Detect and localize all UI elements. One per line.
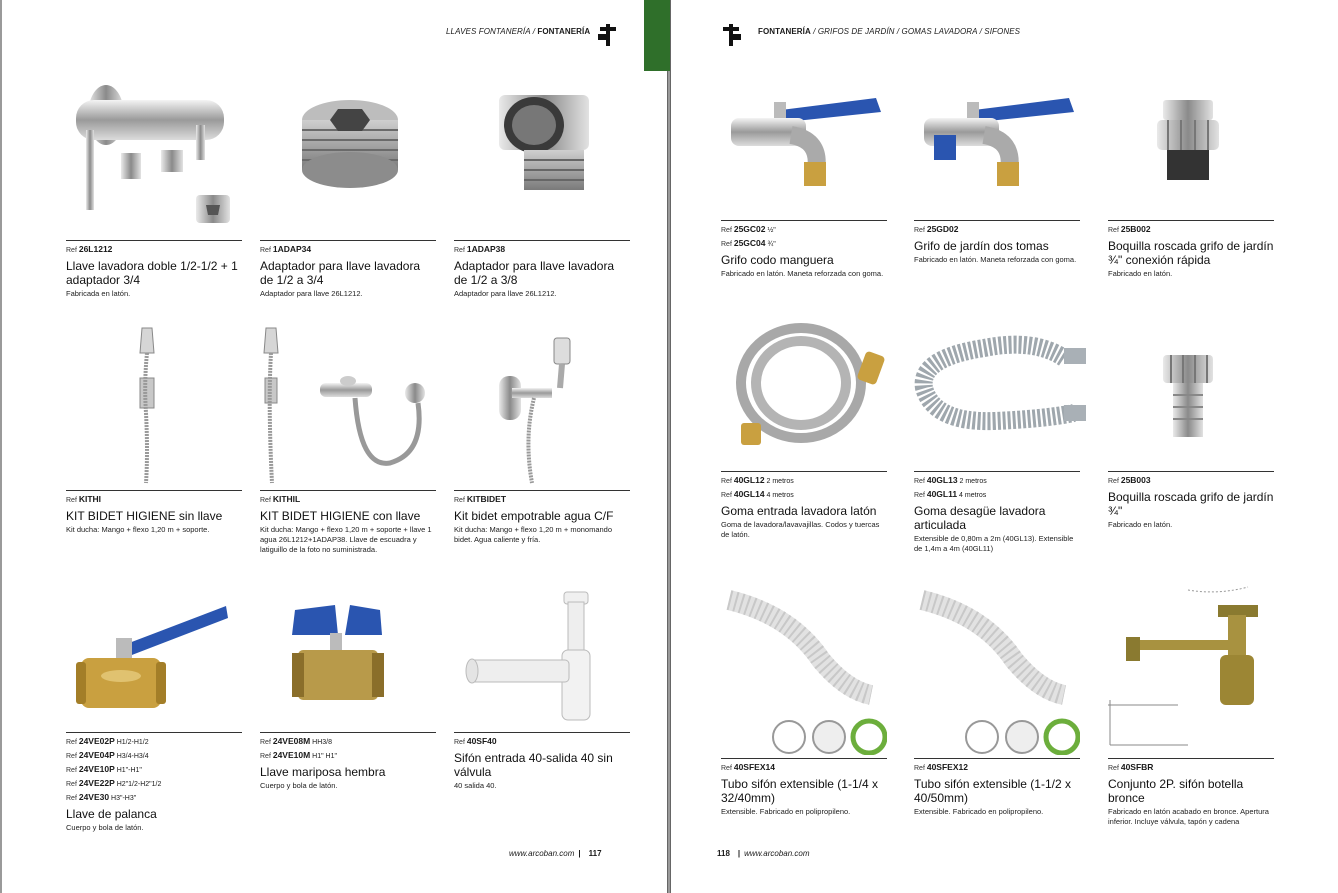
ref-code: 24VE10P <box>78 764 115 774</box>
two-outlet-garden-tap-image <box>919 80 1079 190</box>
product-title: Grifo de jardín dos tomas <box>914 239 1049 253</box>
product-divider <box>66 732 242 733</box>
ref-code: 40GL12 <box>733 475 765 485</box>
header-section: FONTANERÍA <box>537 27 591 36</box>
ref-code: 24VE02P <box>78 736 115 746</box>
ref-label: Ref <box>721 478 734 485</box>
ref-size: H1"-H1" <box>114 767 142 774</box>
product-description: Fabricado en latón acabado en bronce. Apertura inferior. Incluye válvula, tapón y cadena <box>1108 807 1269 826</box>
header-category: LLAVES FONTANERÍA / <box>446 27 538 36</box>
product-title: KIT BIDET HIGIENE con llave <box>260 509 421 523</box>
ref-code: 25B002 <box>1120 224 1151 234</box>
product-description: Fabricado en latón. <box>1108 269 1173 278</box>
product-card[interactable] <box>721 318 887 568</box>
product-title: Goma desagüe lavadora articulada <box>914 504 1046 532</box>
footer-separator: | <box>737 849 741 858</box>
product-info <box>721 761 887 817</box>
product-ref <box>1108 223 1274 237</box>
product-card[interactable] <box>66 318 242 578</box>
product-divider <box>454 490 630 491</box>
ref-label: Ref <box>66 795 79 802</box>
product-title: Adaptador para llave lavadora de 1/2 a 3/4 <box>260 259 421 287</box>
ref-size: H1/2-H1/2 <box>114 739 149 746</box>
product-card[interactable] <box>914 585 1080 845</box>
product-ref <box>260 493 436 507</box>
product-ref <box>454 735 630 749</box>
product-card[interactable] <box>721 585 887 845</box>
product-description: Kit ducha: Mango + flexo 1,20 m + monomando bidet. Agua caliente y fría. <box>454 525 613 544</box>
product-ref <box>66 777 242 791</box>
product-title: Kit bidet empotrable agua C/F <box>454 509 614 523</box>
ref-size: ½" <box>765 227 776 234</box>
product-divider <box>260 732 436 733</box>
double-washer-valve-image <box>66 75 242 235</box>
product-card[interactable] <box>66 590 242 840</box>
product-title: Boquilla roscada grifo de jardín ¾" conexión rápida <box>1108 239 1274 267</box>
faucet-logo-icon <box>598 24 618 46</box>
product-ref <box>66 763 242 777</box>
product-description: Goma de lavadora/lavavajillas. Codos y tuercas de latón. <box>721 520 880 539</box>
product-info <box>260 493 436 555</box>
ref-code: 24VE04P <box>78 750 115 760</box>
ref-label: Ref <box>914 765 927 772</box>
ref-label: Ref <box>721 492 734 499</box>
product-ref <box>914 761 1080 775</box>
ref-size: H3/4-H3/4 <box>114 753 149 760</box>
website-link[interactable]: www.arcoban.com <box>744 849 810 858</box>
product-divider <box>260 490 436 491</box>
product-info <box>454 493 630 545</box>
ref-label: Ref <box>1108 227 1121 234</box>
adapter-34-image <box>300 95 400 190</box>
product-title: Llave lavadora doble 1/2-1/2 + 1 adaptador 3/4 <box>66 259 238 287</box>
product-ref <box>260 735 436 749</box>
product-description: Kit ducha: Mango + flexo 1,20 m + soporte + llave 1 agua 26L1212+1ADAP38. Llave de escuadra y latiguillo de la foto no suministrada. <box>260 525 432 554</box>
ref-label: Ref <box>1108 478 1121 485</box>
built-in-bidet-kit-image <box>494 328 614 488</box>
ref-label: Ref <box>66 781 79 788</box>
product-card[interactable] <box>260 70 436 310</box>
product-description: Extensible. Fabricado en polipropileno. <box>914 807 1044 816</box>
product-info <box>66 243 242 299</box>
bronze-bottle-siphon-image <box>1108 585 1274 755</box>
ref-code: 40GL14 <box>733 489 765 499</box>
product-info <box>1108 223 1274 279</box>
right-page-footer <box>713 849 810 858</box>
product-info <box>260 735 436 791</box>
ref-label: Ref <box>721 241 734 248</box>
product-card[interactable] <box>454 70 630 310</box>
product-ref <box>66 791 242 805</box>
product-card[interactable] <box>721 75 887 315</box>
ref-label: Ref <box>454 497 467 504</box>
product-divider <box>454 732 630 733</box>
ref-size: ¾" <box>765 241 776 248</box>
product-info <box>66 735 242 833</box>
product-ref <box>454 243 630 257</box>
ref-label: Ref <box>260 753 273 760</box>
product-ref <box>721 223 887 237</box>
product-divider <box>260 240 436 241</box>
ref-size: 2 metros <box>957 478 987 485</box>
product-divider <box>914 220 1080 221</box>
product-description: Cuerpo y bola de latón. <box>66 823 144 832</box>
ref-code: 40GL13 <box>926 475 958 485</box>
ref-label: Ref <box>66 753 79 760</box>
website-link[interactable]: www.arcoban.com <box>509 849 575 858</box>
product-description: Extensible. Fabricado en polipropileno. <box>721 807 851 816</box>
product-ref <box>66 735 242 749</box>
product-description: Fabricado en latón. Maneta reforzada con goma. <box>914 255 1077 264</box>
product-card[interactable] <box>914 318 1080 568</box>
product-ref <box>1108 474 1274 488</box>
ref-size: H1" H1" <box>310 753 337 760</box>
product-ref <box>914 488 1080 502</box>
ref-label: Ref <box>260 497 273 504</box>
ref-code: 25GD02 <box>926 224 959 234</box>
product-title: Boquilla roscada grifo de jardín ¾" <box>1108 490 1274 518</box>
product-card[interactable] <box>260 590 436 840</box>
product-info <box>454 735 630 791</box>
product-ref <box>721 488 887 502</box>
page-number: 118 <box>717 849 730 858</box>
drain-hose-image <box>914 333 1090 443</box>
bidet-kit-with-valve-image <box>260 323 436 488</box>
product-description: Adaptador para llave 26L1212. <box>454 289 557 298</box>
product-card[interactable] <box>914 75 1080 315</box>
product-title: Llave mariposa hembra <box>260 765 386 779</box>
product-ref <box>66 493 242 507</box>
ref-label: Ref <box>721 765 734 772</box>
product-title: Tubo sifón extensible (1-1/4 x 32/40mm) <box>721 777 878 805</box>
product-title: Llave de palanca <box>66 807 157 821</box>
ref-code: 40SFBR <box>1120 762 1154 772</box>
product-ref <box>454 493 630 507</box>
product-title: Grifo codo manguera <box>721 253 834 267</box>
washer-inlet-hose-image <box>731 318 891 458</box>
faucet-logo-icon <box>721 24 741 46</box>
ref-label: Ref <box>721 227 734 234</box>
page-number: 117 <box>588 849 602 858</box>
left-catalog-page <box>2 0 668 893</box>
product-divider <box>721 471 887 472</box>
ref-size: 4 metros <box>957 492 987 499</box>
ref-size: H2"1/2-H2"1/2 <box>114 781 162 788</box>
product-divider <box>721 758 887 759</box>
product-title: KIT BIDET HIGIENE sin llave <box>66 509 223 523</box>
ref-size: H3"-H3" <box>109 795 137 802</box>
siphon-image <box>464 590 624 725</box>
ref-size: 4 metros <box>764 492 794 499</box>
ref-label: Ref <box>1108 765 1121 772</box>
product-title: Tubo sifón extensible (1-1/2 x 40/50mm) <box>914 777 1071 805</box>
ref-size: HH3/8 <box>310 739 332 746</box>
ref-code: 1ADAP38 <box>466 244 506 254</box>
product-ref <box>914 223 1080 237</box>
ref-code: 25GC04 <box>733 238 766 248</box>
product-divider <box>454 240 630 241</box>
product-title: Goma entrada lavadora latón <box>721 504 877 518</box>
right-page-header <box>758 27 1020 36</box>
ref-code: 1ADAP34 <box>272 244 312 254</box>
butterfly-valve-image <box>290 605 410 705</box>
product-description: 40 salida 40. <box>454 781 497 790</box>
ref-label: Ref <box>260 739 273 746</box>
product-card[interactable] <box>454 590 630 840</box>
product-card[interactable] <box>66 70 242 310</box>
product-description: Fabricado en latón. <box>1108 520 1173 529</box>
product-divider <box>1108 220 1274 221</box>
product-description: Cuerpo y bola de latón. <box>260 781 338 790</box>
ref-label: Ref <box>66 767 79 774</box>
ref-label: Ref <box>454 247 467 254</box>
product-card[interactable] <box>1108 75 1274 315</box>
adapter-38-image <box>494 90 594 200</box>
product-card[interactable] <box>1108 318 1274 568</box>
lever-ball-valve-image <box>76 598 236 718</box>
product-divider <box>66 490 242 491</box>
product-info <box>1108 761 1274 827</box>
product-ref <box>1108 761 1274 775</box>
product-ref <box>721 761 887 775</box>
product-info <box>914 223 1080 265</box>
product-info <box>66 493 242 535</box>
ref-code: 40SFEX14 <box>733 762 775 772</box>
garden-tap-elbow-image <box>726 80 886 190</box>
product-info <box>260 243 436 299</box>
product-card[interactable] <box>260 318 436 578</box>
ref-code: 24VE30 <box>78 792 110 802</box>
product-info <box>721 474 887 540</box>
product-ref <box>260 749 436 763</box>
product-card[interactable] <box>1108 585 1274 845</box>
product-divider <box>914 758 1080 759</box>
left-page-header <box>446 27 590 36</box>
product-ref <box>721 474 887 488</box>
ref-code: 40SFEX12 <box>926 762 968 772</box>
product-ref <box>914 474 1080 488</box>
product-info <box>454 243 630 299</box>
ref-label: Ref <box>914 492 927 499</box>
ref-label: Ref <box>66 247 79 254</box>
product-description: Extensible de 0,80m a 2m (40GL13). Extensible de 1,4m a 4m (40GL11) <box>914 534 1074 553</box>
ref-code: 25B003 <box>1120 475 1151 485</box>
extensible-siphon-tube-image <box>914 585 1080 755</box>
product-divider <box>1108 471 1274 472</box>
ref-label: Ref <box>260 247 273 254</box>
quick-connector-image <box>1153 95 1223 185</box>
header-section: FONTANERÍA <box>758 27 811 36</box>
ref-label: Ref <box>66 739 79 746</box>
left-page-footer <box>509 849 606 858</box>
ref-code: KITHI <box>78 494 102 504</box>
product-title: Sifón entrada 40-salida 40 sin válvula <box>454 751 613 779</box>
product-ref <box>721 237 887 251</box>
product-ref <box>66 243 242 257</box>
product-title: Conjunto 2P. sifón botella bronce <box>1108 777 1244 805</box>
product-info <box>914 761 1080 817</box>
ref-code: 25GC02 <box>733 224 766 234</box>
extensible-siphon-tube-image <box>721 585 887 755</box>
product-description: Fabricada en latón. <box>66 289 131 298</box>
product-info <box>914 474 1080 554</box>
product-description: Adaptador para llave 26L1212. <box>260 289 363 298</box>
ref-code: KITHIL <box>272 494 301 504</box>
ref-label: Ref <box>914 227 927 234</box>
ref-code: 40GL11 <box>926 489 958 499</box>
product-info <box>721 223 887 279</box>
product-divider <box>66 240 242 241</box>
ref-code: 24VE10M <box>272 750 311 760</box>
ref-label: Ref <box>914 478 927 485</box>
product-description: Fabricado en latón. Maneta reforzada con goma. <box>721 269 884 278</box>
product-info <box>1108 474 1274 530</box>
product-divider <box>914 471 1080 472</box>
product-divider <box>721 220 887 221</box>
ref-size: 2 metros <box>764 478 794 485</box>
ref-code: KITBIDET <box>466 494 507 504</box>
product-divider <box>1108 758 1274 759</box>
bidet-shower-image <box>126 323 166 488</box>
ref-label: Ref <box>454 739 467 746</box>
product-ref <box>260 243 436 257</box>
footer-separator: | <box>578 849 581 858</box>
header-category: / GRIFOS DE JARDÍN / GOMAS LAVADORA / SIFONES <box>810 27 1021 36</box>
ref-code: 40SF40 <box>466 736 497 746</box>
product-card[interactable] <box>454 318 630 578</box>
ref-label: Ref <box>66 497 79 504</box>
ref-code: 24VE22P <box>78 778 115 788</box>
ref-code: 24VE08M <box>272 736 311 746</box>
product-description: Kit ducha: Mango + flexo 1,20 m + soporte. <box>66 525 210 534</box>
right-catalog-page <box>670 0 1338 893</box>
product-ref <box>66 749 242 763</box>
threaded-nozzle-image <box>1153 353 1223 443</box>
product-title: Adaptador para llave lavadora de 1/2 a 3/8 <box>454 259 615 287</box>
ref-code: 26L1212 <box>78 244 113 254</box>
